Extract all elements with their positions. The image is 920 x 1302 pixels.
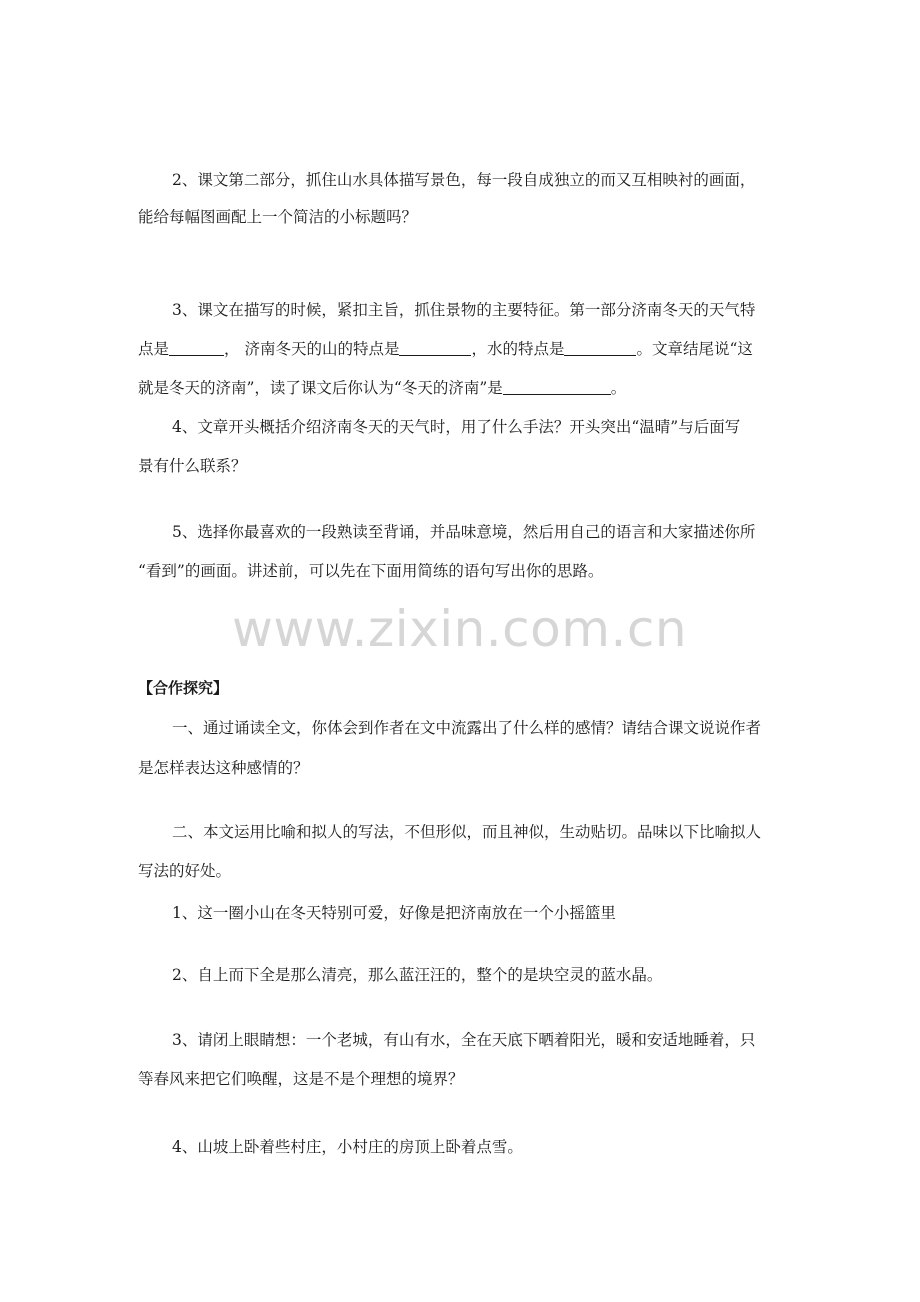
q3-text-c: ，水的特点是 xyxy=(471,340,565,358)
answer-blank-mountain[interactable] xyxy=(399,340,471,356)
item-4: 4、山坡上卧着些村庄，小村庄的房顶上卧着点雪。 xyxy=(172,1138,523,1156)
answer-blank-water[interactable] xyxy=(564,340,636,356)
question-3-line-2 xyxy=(138,339,798,359)
question-4-line-1: 4、文章开头概括介绍济南冬天的天气时，用了什么手法？开头突出“温晴”与后面写 xyxy=(172,418,741,436)
part-1-line-2: 是怎样表达这种感情的？ xyxy=(138,759,309,777)
item-2: 2、自上而下全是那么清亮，那么蓝汪汪的，整个的是块空灵的蓝水晶。 xyxy=(172,966,663,984)
q3-text-a: 点是 xyxy=(138,340,170,358)
part-2-line-2: 写法的好处。 xyxy=(138,862,232,880)
question-2-line-2: 能给每幅图画配上一个简洁的小标题吗？ xyxy=(138,208,418,226)
question-2-line-1: 2、课文第二部分，抓住山水具体描写景色，每一段自成独立的而又互相映衬的画面， xyxy=(172,171,756,189)
q3-text-e: 就是冬天的济南”，读了课文后你认为“冬天的济南”是 xyxy=(138,379,503,397)
answer-blank-weather[interactable] xyxy=(169,340,224,356)
question-5-line-1: 5、选择你最喜欢的一段熟读至背诵，并品味意境，然后用自己的语言和大家描述你所 xyxy=(172,523,756,541)
question-4-line-2: 景有什么联系？ xyxy=(138,457,247,475)
q3-text-f: 。 xyxy=(610,379,627,397)
q3-text-d: 。文章结尾说“这 xyxy=(636,340,753,358)
part-2-line-1: 二、本文运用比喻和拟人的写法，不但形似，而且神似，生动贴切。品味以下比喻拟人 xyxy=(172,823,762,841)
question-5-line-2: “看到”的画面。讲述前，可以先在下面用简练的语句写出你的思路。 xyxy=(138,562,604,580)
item-3-line-2: 等春风来把它们唤醒，这是不是个理想的境界？ xyxy=(138,1070,464,1088)
question-3-line-1: 3、课文在描写的时候，紧扣主旨，抓住景物的主要特征。第一部分济南冬天的天气特 xyxy=(172,301,756,319)
item-1: 1、这一圈小山在冬天特别可爱，好像是把济南放在一个小摇篮里 xyxy=(172,904,616,922)
section-title: 【合作探究】 xyxy=(138,679,229,697)
part-1-line-1: 一、通过诵读全文，你体会到作者在文中流露出了什么样的感情？请结合课文说说作者 xyxy=(172,719,762,737)
answer-blank-winter-jinan[interactable] xyxy=(503,379,611,395)
q3-text-b: ， 济南冬天的山的特点是 xyxy=(224,340,400,358)
watermark: www.zixin.com.cn xyxy=(232,600,688,658)
question-3-line-3 xyxy=(138,378,798,398)
item-3-line-1: 3、请闭上眼睛想：一个老城，有山有水，全在天底下晒着阳光，暖和安适地睡着，只 xyxy=(172,1031,756,1049)
